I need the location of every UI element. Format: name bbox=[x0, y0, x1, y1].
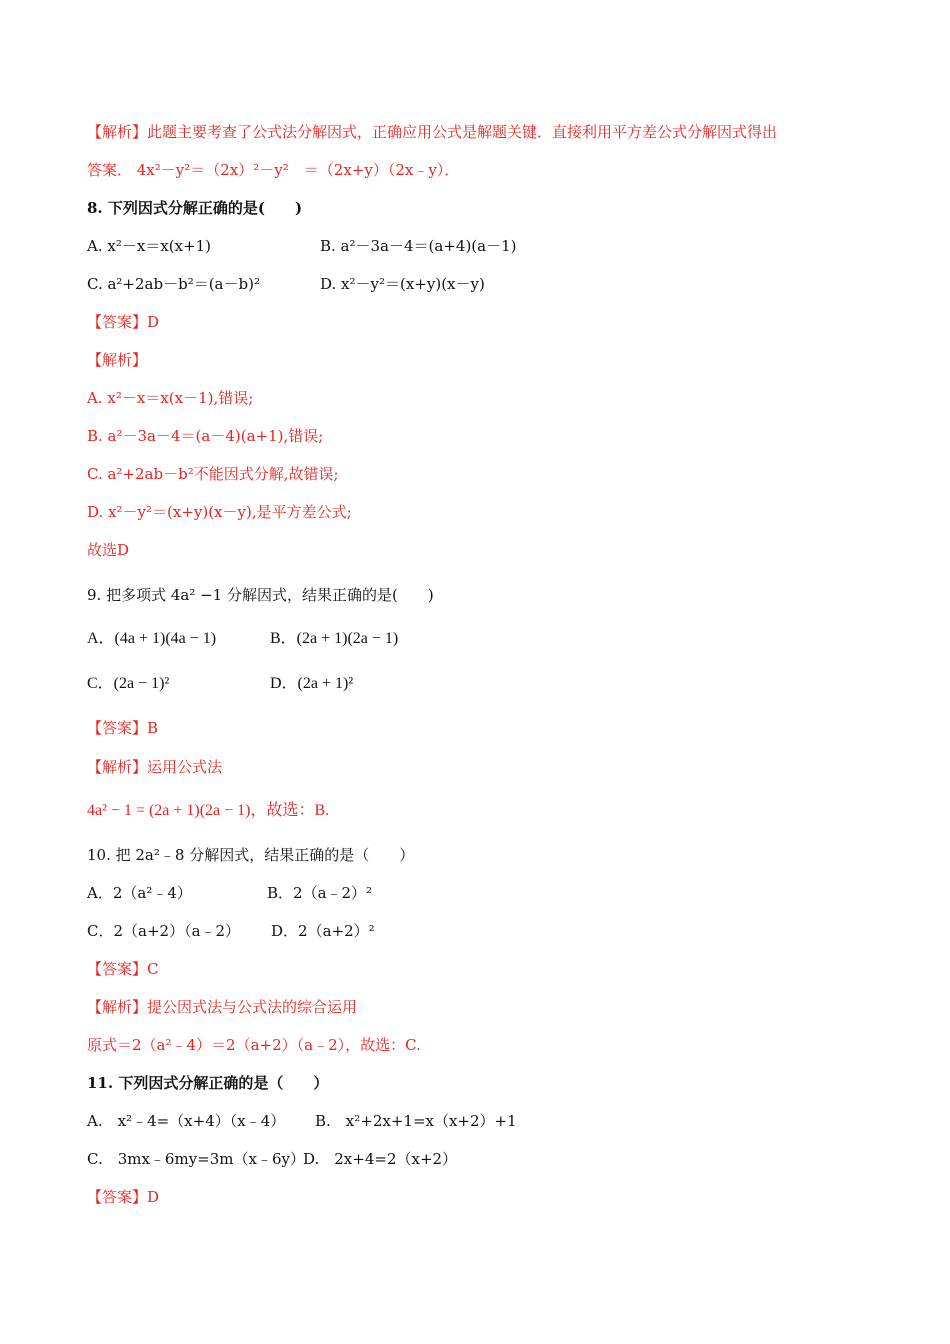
question-8-stem: 8. 下列因式分解正确的是( ) bbox=[87, 199, 303, 217]
question-11-option-d: D. 2x+4=2（x+2） bbox=[303, 1150, 458, 1168]
question-9-option-d: D．(2a + 1)² bbox=[270, 675, 354, 692]
question-10-stem: 10. 把 2a²﹣8 分解因式，结果正确的是（ ） bbox=[87, 846, 415, 864]
question-9-option-c: C．(2a − 1)² bbox=[87, 675, 170, 692]
question-8-options-row2 bbox=[87, 274, 880, 294]
question-9-solution: 4a² − 1 = (2a + 1)(2a − 1)，故选：B. bbox=[87, 802, 330, 819]
intro-analysis-line2: 答案． 4x²－y²＝（2x）²－y² ＝（2x+y）（2x﹣y）． bbox=[87, 161, 460, 179]
question-8-analysis-c: C. a²+2ab－b²不能因式分解,故错误; bbox=[87, 465, 339, 483]
question-11-options-row1 bbox=[87, 1111, 880, 1131]
question-11-options-row2 bbox=[87, 1149, 880, 1169]
question-8-analysis-a: A. x²－x＝x(x－1),错误; bbox=[87, 389, 254, 407]
question-10-options-row2 bbox=[87, 921, 880, 941]
question-10-option-d: D．2（a+2）² bbox=[271, 922, 375, 940]
question-9-answer: 【答案】B bbox=[87, 719, 159, 737]
question-8-option-a: A. x²－x＝x(x+1) bbox=[87, 237, 212, 255]
question-10-solution: 原式＝2（a²﹣4）＝2（a+2）（a﹣2），故选：C. bbox=[87, 1036, 421, 1054]
question-11-answer: 【答案】D bbox=[87, 1188, 160, 1206]
question-9-option-b: B．(2a + 1)(2a − 1) bbox=[270, 630, 399, 647]
question-8-option-b: B. a²－3a－4＝(a+4)(a－1) bbox=[320, 237, 517, 255]
question-9-options-row2 bbox=[87, 674, 880, 694]
question-9-option-a: A．(4a + 1)(4a − 1) bbox=[87, 630, 217, 647]
question-8-option-c: C. a²+2ab－b²＝(a－b)² bbox=[87, 275, 260, 293]
question-11-stem: 11. 下列因式分解正确的是（ ） bbox=[87, 1074, 329, 1092]
question-10-options-row1 bbox=[87, 883, 880, 903]
question-8-analysis-b: B. a²－3a－4＝(a－4)(a+1),错误; bbox=[87, 427, 324, 445]
question-10-option-c: C．2（a+2）（a﹣2） bbox=[87, 922, 241, 940]
question-11-option-c: C. 3mx﹣6my=3m（x﹣6y） bbox=[87, 1150, 305, 1168]
question-9-stem: 9. 把多项式 4a² −1 分解因式，结果正确的是( ) bbox=[87, 586, 434, 604]
question-10-analysis: 【解析】提公因式法与公式法的综合运用 bbox=[87, 998, 358, 1016]
question-9-options-row1 bbox=[87, 629, 880, 649]
question-10-answer: 【答案】C bbox=[87, 960, 159, 978]
question-9-analysis: 【解析】运用公式法 bbox=[87, 758, 223, 776]
question-10-option-b: B．2（a﹣2）² bbox=[267, 884, 373, 902]
question-8-options-row1 bbox=[87, 236, 880, 256]
question-8-conclusion: 故选D bbox=[87, 541, 130, 559]
question-8-option-d: D. x²－y²＝(x+y)(x－y) bbox=[320, 275, 485, 293]
question-11-option-b: B. x²+2x+1=x（x+2）+1 bbox=[315, 1112, 517, 1130]
question-8-answer: 【答案】D bbox=[87, 313, 160, 331]
question-8-analysis-d: D. x²－y²＝(x+y)(x－y),是平方差公式; bbox=[87, 503, 352, 521]
question-11-option-a: A. x²﹣4=（x+4）（x﹣4） bbox=[87, 1112, 286, 1130]
intro-analysis-line1: 【解析】此题主要考查了公式法分解因式，正确应用公式是解题关键．直接利用平方差公式分解因式得出 bbox=[87, 123, 778, 141]
question-8-analysis-title: 【解析】 bbox=[87, 351, 148, 369]
question-10-option-a: A．2（a²﹣4） bbox=[87, 884, 192, 902]
